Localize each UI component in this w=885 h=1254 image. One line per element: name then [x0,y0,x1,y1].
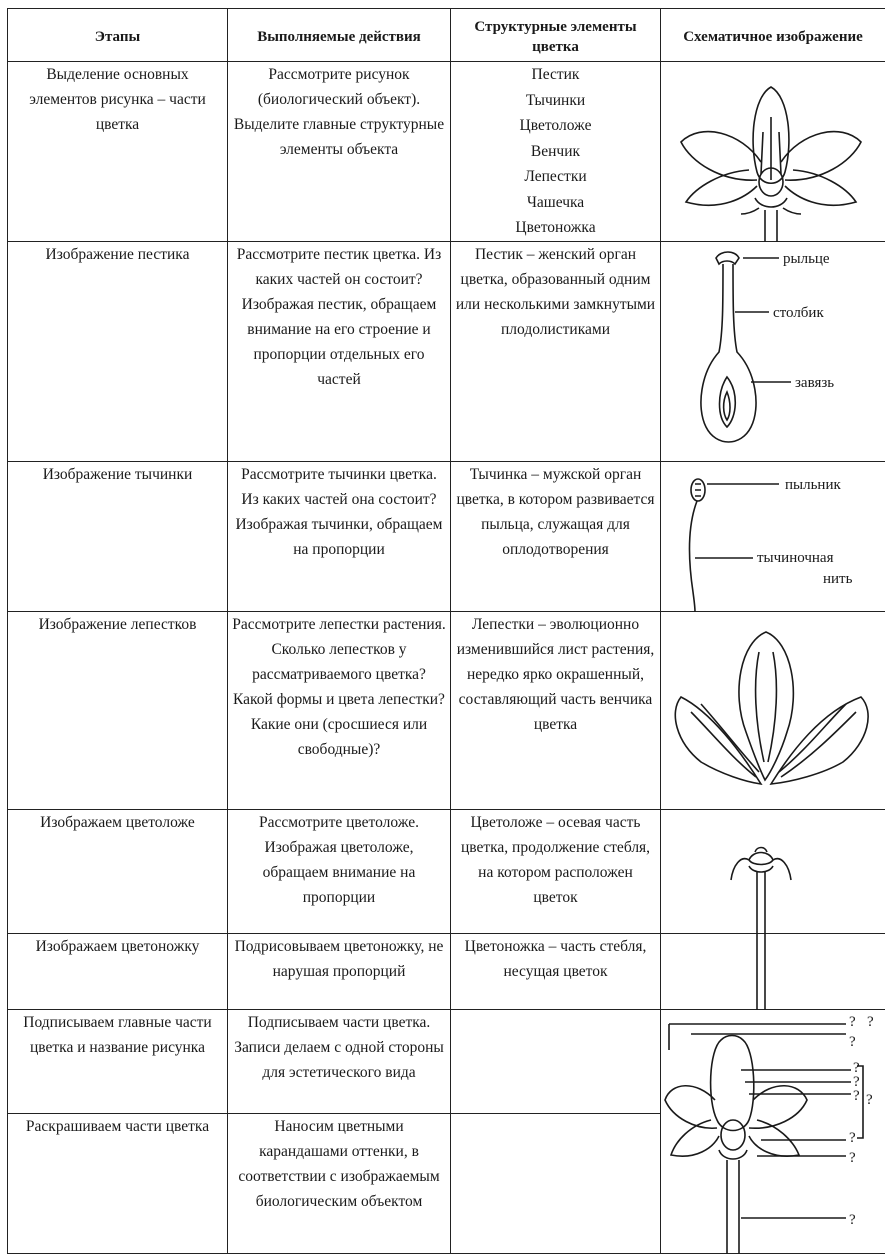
label-stigma: рыльце [783,251,830,267]
element-description [451,1114,661,1254]
stage-cell: Изображение тычинки [8,462,228,612]
scheme-cell [661,62,885,242]
element-description: Лепестки – эволюционно изменившийся лист растения, нередко ярко окрашенный, составляющий часть венчика цветка [451,612,661,810]
pedicel-drawing [661,934,885,1010]
label-anther: пыльник [785,477,841,493]
list-item: Венчик [455,139,656,165]
label-ovary: завязь [795,375,834,391]
table-row [8,462,885,612]
list-item: Цветоложе [455,113,656,139]
element-description: Тычинка – мужской орган цветка, в котором развивается пыльца, служащая для оплодотворения [451,462,661,612]
action-cell: Рассмотрите пестик цветка. Из каких частей он состоит? Изображая пестик, обращаем внимание на его строение и пропорции отдельных его частей [228,242,451,462]
scheme-cell [661,242,885,462]
question-mark: ? [849,1034,856,1050]
stage-cell: Изображаем цветоножку [8,934,228,1010]
stage-cell: Выделение основных элементов рисунка – части цветка [8,62,228,242]
element-description: Пестик – женский орган цветка, образованный одним или несколькими замкнутыми плодолистиками [451,242,661,462]
header-actions: Выполняемые действия [228,9,451,62]
header-scheme: Схематичное изображение [661,9,885,62]
table-row [8,934,885,1010]
question-mark: ? [853,1074,860,1090]
table-row [8,1010,885,1114]
scheme-cell [661,810,885,934]
element-description: Цветоложе – осевая часть цветка, продолжение стебля, на котором расположен цветок [451,810,661,934]
action-cell: Наносим цветными карандашами оттенки, в соответствии с изображаемым биологическим объектом [228,1114,451,1254]
action-cell: Подрисовываем цветоножку, не нарушая пропорций [228,934,451,1010]
stamen-drawing [661,462,885,612]
stage-cell: Подписываем главные части цветка и название рисунка [8,1010,228,1114]
question-mark: ? [853,1088,860,1104]
table-row [8,810,885,934]
action-cell: Рассмотрите цветоложе. Изображая цветоложе, обращаем внимание на пропорции [228,810,451,934]
action-cell: Рассмотрите тычинки цветка. Из каких частей она состоит? Изображая тычинки, обращаем на пропорции [228,462,451,612]
flower-drawing-table [7,8,885,1254]
label-style: столбик [773,305,824,321]
scheme-cell [661,612,885,810]
list-item: Тычинки [455,88,656,114]
receptacle-drawing [661,810,885,934]
stage-cell: Изображение лепестков [8,612,228,810]
stage-cell: Изображаем цветоложе [8,810,228,934]
question-mark: ? [849,1212,856,1228]
header-stages: Этапы [8,9,228,62]
header-row [8,9,885,62]
labeled-flower-drawing [661,1010,885,1254]
stage-cell: Изображение пестика [8,242,228,462]
scheme-cell [661,462,885,612]
question-mark: ? [849,1150,856,1166]
elements-list [451,62,661,242]
scheme-cell [661,934,885,1010]
question-mark: ? [866,1092,873,1108]
label-filament-2: нить [823,571,853,587]
question-mark: ? [867,1014,874,1030]
table-row [8,612,885,810]
petals-drawing [661,612,885,810]
list-item: Пестик [455,62,656,88]
list-item: Цветоножка [455,215,656,241]
list-item: Лепестки [455,164,656,190]
stage-cell: Раскрашиваем части цветка [8,1114,228,1254]
action-cell: Рассмотрите лепестки растения. Сколько лепестков у рассматриваемого цветка? Какой формы и цвета лепестки? Какие они (сросшиеся или свободные)? [228,612,451,810]
header-elements: Структурные элементы цветка [451,9,661,62]
table-row [8,62,885,242]
table-row [8,242,885,462]
action-cell: Подписываем части цветка. Записи делаем с одной стороны для эстетического вида [228,1010,451,1114]
label-filament: тычиночная [757,550,834,566]
element-description: Цветоножка – часть стебля, несущая цветок [451,934,661,1010]
list-item: Чашечка [455,190,656,216]
question-mark: ? [849,1014,856,1030]
scheme-cell-labeled-flower [661,1010,885,1254]
element-description [451,1010,661,1114]
flower-drawing [661,62,885,242]
action-cell: Рассмотрите рисунок (биологический объект). Выделите главные структурные элементы объекта [228,62,451,242]
question-mark: ? [853,1060,860,1076]
question-mark: ? [849,1130,856,1146]
pistil-drawing [661,242,885,462]
